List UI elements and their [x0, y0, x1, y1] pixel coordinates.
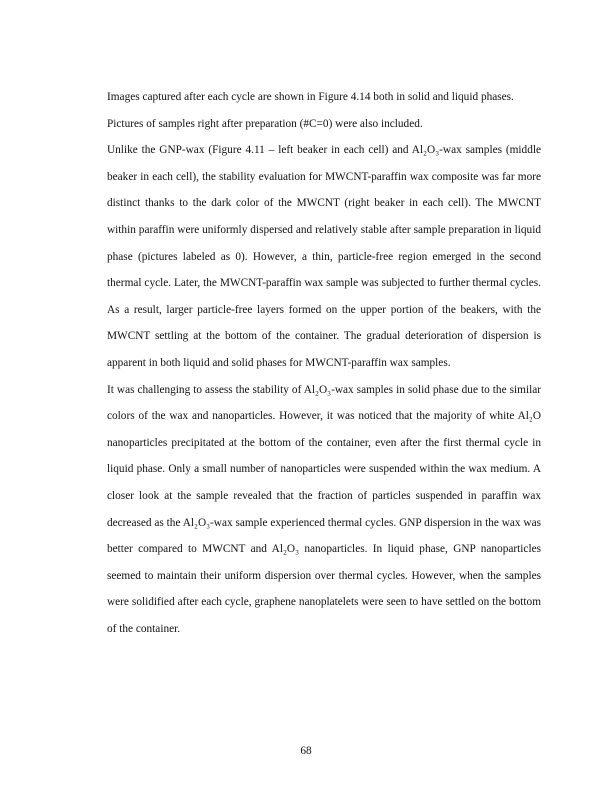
paragraph-figure-intro: Images captured after each cycle are shown in Figure 4.14 both in solid and liquid phases. Pictures of samples right after preparation (#C=0) were also included. [107, 91, 514, 130]
body-text [107, 84, 541, 642]
paragraph-mwcnt-stability: Unlike the GNP-wax (Figure 4.11 – left beaker in each cell) and Al₂O₃-wax samples (middle beaker in each cell), the stability evaluation for MWCNT-paraffin wax composite was far more distinct thanks to the dark color of the MWCNT (right beaker in each cell). The MWCNT within paraffin were uniformly dispersed and relatively stable after sample preparation in liquid phase (pictures labeled as 0). However, a thin, particle-free region emerged in the second thermal cycle. Later, the MWCNT-paraffin wax sample was subjected to further thermal cycles. As a result, larger particle-free layers formed on the upper portion of the beakers, with the MWCNT settling at the bottom of the container. The gradual deterioration of dispersion is apparent in both liquid and solid phases for MWCNT-paraffin wax samples. [107, 144, 541, 369]
page-number: 68 [300, 745, 312, 757]
paragraph-al2o3-gnp-stability: It was challenging to assess the stability of Al₂O₃-wax samples in solid phase due to the similar colors of the wax and nanoparticles. However, it was noticed that the majority of white Al₂O nanoparticles precipitated at the bottom of the container, even after the first thermal cycle in liquid phase. Only a small number of nanoparticles were suspended within the wax medium. A closer look at the sample revealed that the fraction of particles suspended in paraffin wax decreased as the Al₂O₃-wax sample experienced thermal cycles. GNP dispersion in the wax was better compared to MWCNT and Al₂O₃ nanoparticles. In liquid phase, GNP nanoparticles seemed to maintain their uniform dispersion over thermal cycles. However, when the samples were solidified after each cycle, graphene nanoplatelets were seen to have settled on the bottom of the container. [107, 383, 541, 635]
